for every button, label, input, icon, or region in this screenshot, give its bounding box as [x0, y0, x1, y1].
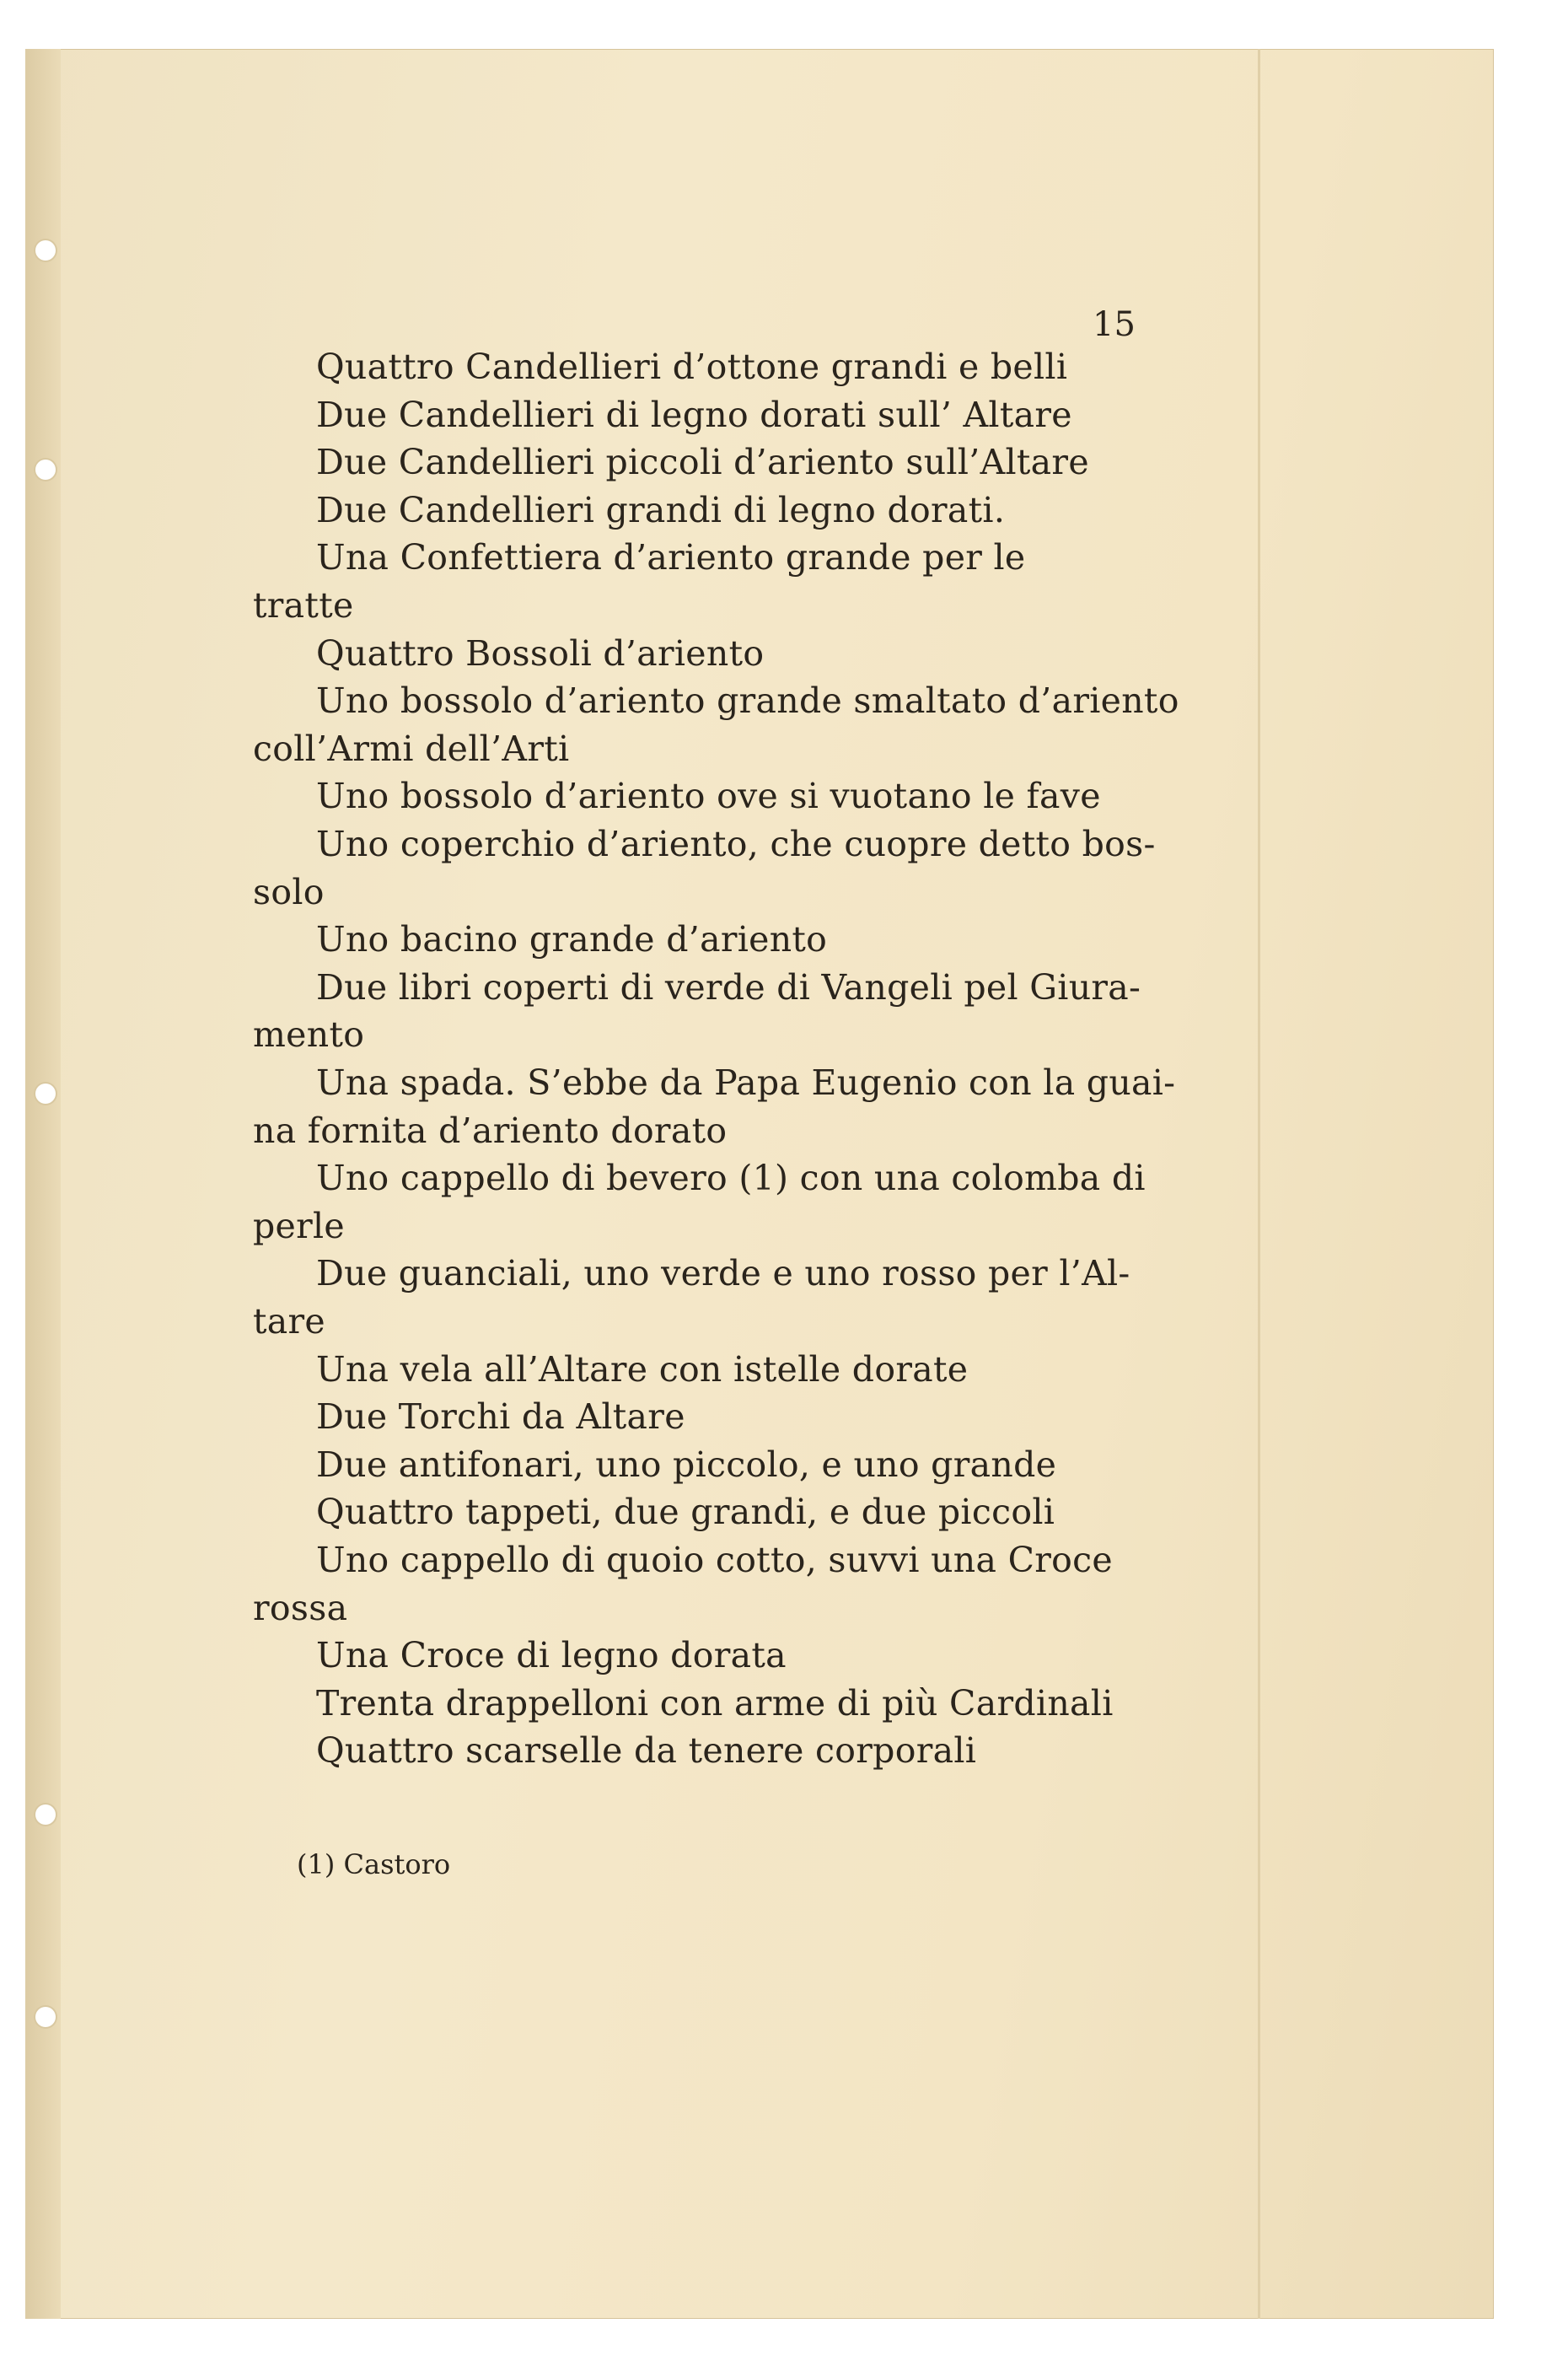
text-line: Una vela all’Altare con istelle dorate: [316, 1349, 969, 1390]
text-line-continuation: tare: [253, 1301, 325, 1342]
text-line: Uno bacino grande d’ariento: [316, 919, 828, 960]
text-line: Una Croce di legno dorata: [316, 1635, 787, 1675]
text-line: Due Candellieri di legno dorati sull’ Altare: [316, 395, 1072, 435]
text-line: Due Candellieri piccoli d’ariento sull’Altare: [316, 442, 1089, 482]
text-line-continuation: solo: [253, 872, 325, 912]
text-line: Uno bossolo d’ariento ove si vuotano le fave: [316, 776, 1101, 816]
text-line-continuation: rossa: [253, 1588, 348, 1628]
text-line: Due Candellieri grandi di legno dorati.: [316, 490, 1006, 530]
text-line: Due antifonari, uno piccolo, e uno grande: [316, 1444, 1057, 1485]
footnote: (1) Castoro: [297, 1848, 451, 1880]
text-line: Uno cappello di quoio cotto, suvvi una Croce: [316, 1540, 1113, 1580]
text-line: Trenta drappelloni con arme di più Cardinali: [316, 1683, 1114, 1724]
text-line: Una Confettiera d’ariento grande per le: [316, 537, 1026, 578]
text-line-continuation: perle: [253, 1206, 345, 1246]
text-line: Quattro scarselle da tenere corporali: [316, 1730, 977, 1771]
text-line: Due libri coperti di verde di Vangeli pel Giura-: [316, 967, 1141, 1008]
text-line: Due guanciali, uno verde e uno rosso per l’Al-: [316, 1253, 1130, 1293]
text-line-continuation: na fornita d’ariento dorato: [253, 1111, 728, 1151]
text-line-continuation: mento: [253, 1014, 365, 1055]
text-line: Uno cappello di bevero (1) con una colomba di: [316, 1158, 1146, 1198]
text-line: Quattro Bossoli d’ariento: [316, 633, 765, 674]
text-line-continuation: tratte: [253, 585, 354, 626]
text-line: Quattro Candellieri d’ottone grandi e belli: [316, 347, 1068, 387]
text-line: Uno coperchio d’ariento, che cuopre detto bos-: [316, 824, 1156, 864]
text-line: Quattro tappeti, due grandi, e due piccoli: [316, 1492, 1055, 1532]
text-line: Una spada. S’ebbe da Papa Eugenio con la guai-: [316, 1062, 1176, 1103]
text-line-continuation: coll’Armi dell’Arti: [253, 729, 570, 769]
text-line: Uno bossolo d’ariento grande smaltato d’ariento: [316, 680, 1179, 721]
text-line: Due Torchi da Altare: [316, 1396, 685, 1437]
page-number: 15: [1093, 305, 1136, 344]
